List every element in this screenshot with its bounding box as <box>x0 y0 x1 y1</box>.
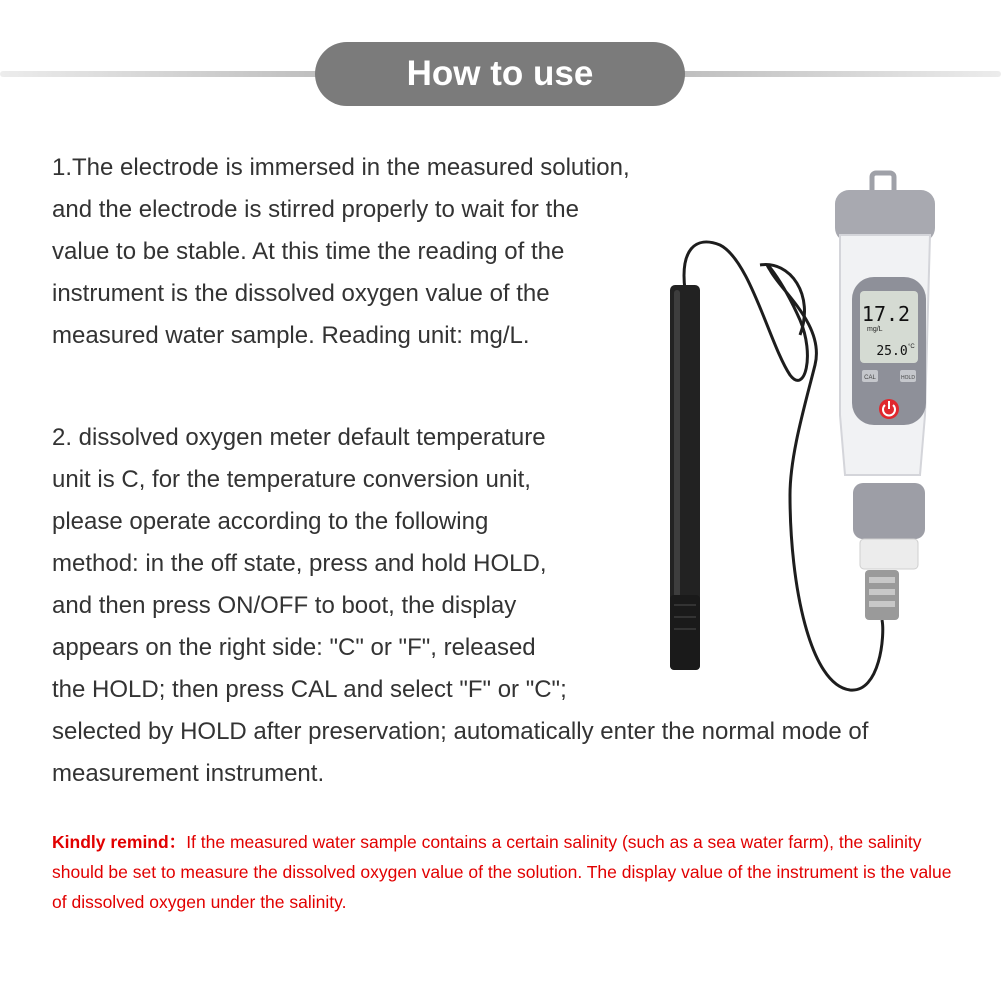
meter-grip <box>853 483 925 539</box>
step-2-line: measurement instrument. <box>52 760 325 787</box>
step-1-text: 1.The electrode is immersed in the measured solution, and the electrode is stirred properly to wait for the value to be stable. At this time the reading of the instrument is the dissolved oxygen value of the measured water sample. Reading unit: mg/L. <box>52 154 630 349</box>
header-line-right <box>670 71 1001 77</box>
step-2-line: 2. dissolved oxygen meter default temperature <box>52 424 546 451</box>
hold-button-label: HOLD <box>901 375 915 381</box>
cal-button-label: CAL <box>864 375 876 381</box>
step-2-line: selected by HOLD after preservation; automatically enter the normal mode of <box>52 718 869 745</box>
step-2-line: unit is C, for the temperature conversion unit, <box>52 466 531 493</box>
kindly-remind-note <box>52 827 952 917</box>
lcd-temp-unit: °C <box>908 344 915 350</box>
step-2-text <box>52 417 869 795</box>
step-2-line: the HOLD; then press CAL and select "F" or "C"; <box>52 676 567 703</box>
step-2-line: please operate according to the following <box>52 508 489 535</box>
lcd-temperature: 25.0 <box>876 344 908 359</box>
lcd-unit: mg/L <box>867 326 883 333</box>
remind-label: Kindly remind： <box>52 832 187 852</box>
remind-text: If the measured water sample contains a certain salinity (such as a sea water farm), the salinity should be set to measure the dissolved oxygen value of the solution. The display value of the instrument is the value of dissolved oxygen under the salinity. <box>52 832 952 912</box>
lcd-reading: 17.2 <box>861 302 911 326</box>
step-2-line: appears on the right side: "C" or "F", released <box>52 634 536 661</box>
do-meter-image <box>640 165 960 705</box>
step-2-line: method: in the off state, press and hold HOLD, <box>52 550 547 577</box>
page-title: How to use <box>315 42 685 106</box>
step-2-line: and then press ON/OFF to boot, the display <box>52 592 517 619</box>
header-line-left <box>0 71 330 77</box>
